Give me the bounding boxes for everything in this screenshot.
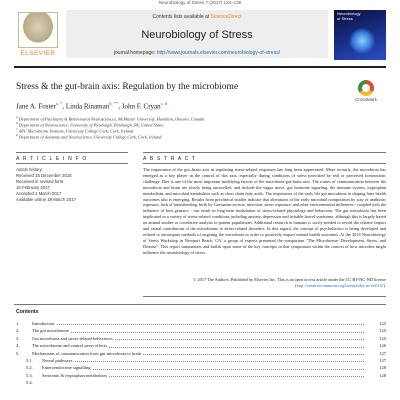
abstract-end-rule <box>143 296 386 297</box>
article-history-label: Article history: <box>16 167 43 172</box>
author-name[interactable]: Linda Rinaman <box>65 102 110 111</box>
article-info-rule <box>16 163 128 164</box>
history-entry: Received in revised form <box>16 179 64 184</box>
crossmark-icon <box>358 80 374 96</box>
table-of-contents <box>16 320 386 387</box>
history-entry: Accepted 2 March 2017 <box>16 191 62 196</box>
header-divider <box>14 66 386 68</box>
history-entry: Received 15 December 2016 <box>16 173 72 178</box>
author-affiliation-marker[interactable]: a, * <box>55 101 63 106</box>
cover-image <box>348 28 376 54</box>
abstract-text: The importance of the gut–brain axis in regulating stress-related responses has long been appreciated. More recently, the microbiota has emerged as a key player in the control of this axis, especially during conditions of stress provoked by real or perceived homeostatic challenge. Diet is one of the most important modifying factors of the microbiota-gut-brain axis. The routes of communication between the microbiota and brain are slowly being unravelled, and include the vagus nerve, gut hormone signaling, the immune system, tryptophan metabolism, and microbial metabolites such as short chain fatty acids. The importance of the early life gut microbiota in shaping later health outcomes also is emerging. Results from preclinical studies indicate that alterations of the early microbial composition by way of antibiotic exposure, lack of breastfeeding, birth by Caesarean section, infection, stress exposure, and other environmental influences - coupled with the influence of host genetics - can result in long-term modulation of stress-related physiology and behaviour. The gut microbiota has been implicated in a variety of stress-related conditions including anxiety, depression and irritable bowel syndrome, although this is largely based on animal studies or correlative analysis in patient populations. Additional research in humans is sorely needed to reveal the relative impact and causal contribution of the microbiome to stress-related disorders. In this regard, the concept of psychobiotics is being developed and refined to encompass methods of targeting the microbiota in order to positively impact mental health outcomes. At the 2016 Neurobiology of Stress Workshop in Newport Beach, CA, a group of experts presented the symposium "The Microbiome: Development, Stress, and Disease". This report summarizes and builds upon some of the key concepts in that symposium within the context of how microbes might influence the neurobiology of stress. <box>143 167 386 255</box>
affiliation: $^d$ Department of Anatomy and Neuroscience, University College Cork, Cork, Ireland <box>16 133 162 140</box>
affiliation: $^a$ Department of Psychiatry & Behavioural Neurosciences, McMaster University, Hamilton, Ontario, Canada <box>16 115 205 122</box>
license-link[interactable]: http://creativecommons.org/licenses/by-nc-nd/4.0/ <box>296 282 384 288</box>
toc-item[interactable]: 2. The gut microbiome 125 <box>16 328 386 334</box>
journal-name: Neurobiology of Stress <box>141 29 253 41</box>
article-history <box>16 167 126 203</box>
author-list: Jane A. Foster$^{a, *}$, Linda Rinaman$^{b, **}$, John F. Cryan$^{c, d}$ <box>16 101 168 111</box>
abstract-rule <box>143 152 386 153</box>
affiliation: $^c$ APC Microbiome Institute, University College Cork, Cork, Ireland <box>16 127 134 134</box>
journal-header <box>14 10 386 62</box>
cover-title: Neurobiology of Stress <box>337 11 361 21</box>
toc-subitem[interactable]: 5.2. Enteroendocrine signalling 128 <box>26 365 386 371</box>
journal-citation: Neurobiology of Stress 7 (2017) 124–136 <box>158 0 242 5</box>
author-affiliation-marker[interactable]: b, ** <box>109 101 119 106</box>
toc-item[interactable]: 5. Mechanisms of communication from gut microbiota to brain 127 <box>16 350 386 356</box>
article-info-rule <box>16 152 128 153</box>
journal-homepage-line: journal homepage: http://www.journals.elsevier.com/neurobiology-of-stress/ <box>113 50 281 56</box>
journal-cover <box>334 10 386 60</box>
publisher-name: ELSEVIER <box>20 50 56 57</box>
sciencedirect-link[interactable]: ScienceDirect <box>210 14 242 20</box>
contents-divider <box>14 304 386 305</box>
article-title: Stress & the gut-brain axis: Regulation by the microbiome <box>16 82 239 92</box>
author-affiliation-marker[interactable]: c, d <box>160 101 168 106</box>
contents-available-line: Contents lists available at ScienceDirect <box>152 14 242 20</box>
abstract-rule <box>143 163 386 164</box>
author-name[interactable]: John F. Cryan <box>121 102 161 111</box>
elsevier-logo <box>14 12 62 60</box>
author-name[interactable]: Jane A. Foster <box>16 102 56 111</box>
journal-homepage-link[interactable]: http://www.journals.elsevier.com/neurobiology-of-stress/ <box>156 50 281 56</box>
toc-item[interactable]: 1. Introduction 125 <box>16 321 386 326</box>
copyright-notice: © 2017 The Authors. Published by Elsevier Inc. This is an open access article under the CC BY-NC-ND license (http://creativecommons.org/licenses/by-nc-nd/4.0/). <box>193 277 386 288</box>
contents-heading: Contents <box>16 309 39 315</box>
history-entry: 16 February 2017 <box>16 185 50 190</box>
masthead <box>66 10 328 58</box>
article-info-heading: A R T I C L E I N F O <box>16 156 88 162</box>
affiliation: $^b$ Department of Neuroscience, University of Pittsburgh, Pittsburgh, PA, United States <box>16 121 164 128</box>
toc-item[interactable]: 4. The microbiome and central stress effects 126 <box>16 343 386 349</box>
toc-subitem[interactable]: 5.4. <box>26 380 33 386</box>
crossmark-label: CrossMark <box>355 97 377 102</box>
elsevier-tree-icon <box>18 12 58 48</box>
toc-subitem[interactable]: 5.3. Serotonin & tryptophan metabolism 128 <box>26 372 386 378</box>
history-entry: Available online 19 March 2017 <box>16 197 76 202</box>
toc-subitem[interactable]: 5.1. Neural pathways 127 <box>26 357 386 363</box>
abstract-heading: A B S T R A C T <box>143 156 197 162</box>
toc-item[interactable]: 3. Gut microbiota and stress-related behaviours 125 <box>16 335 386 341</box>
